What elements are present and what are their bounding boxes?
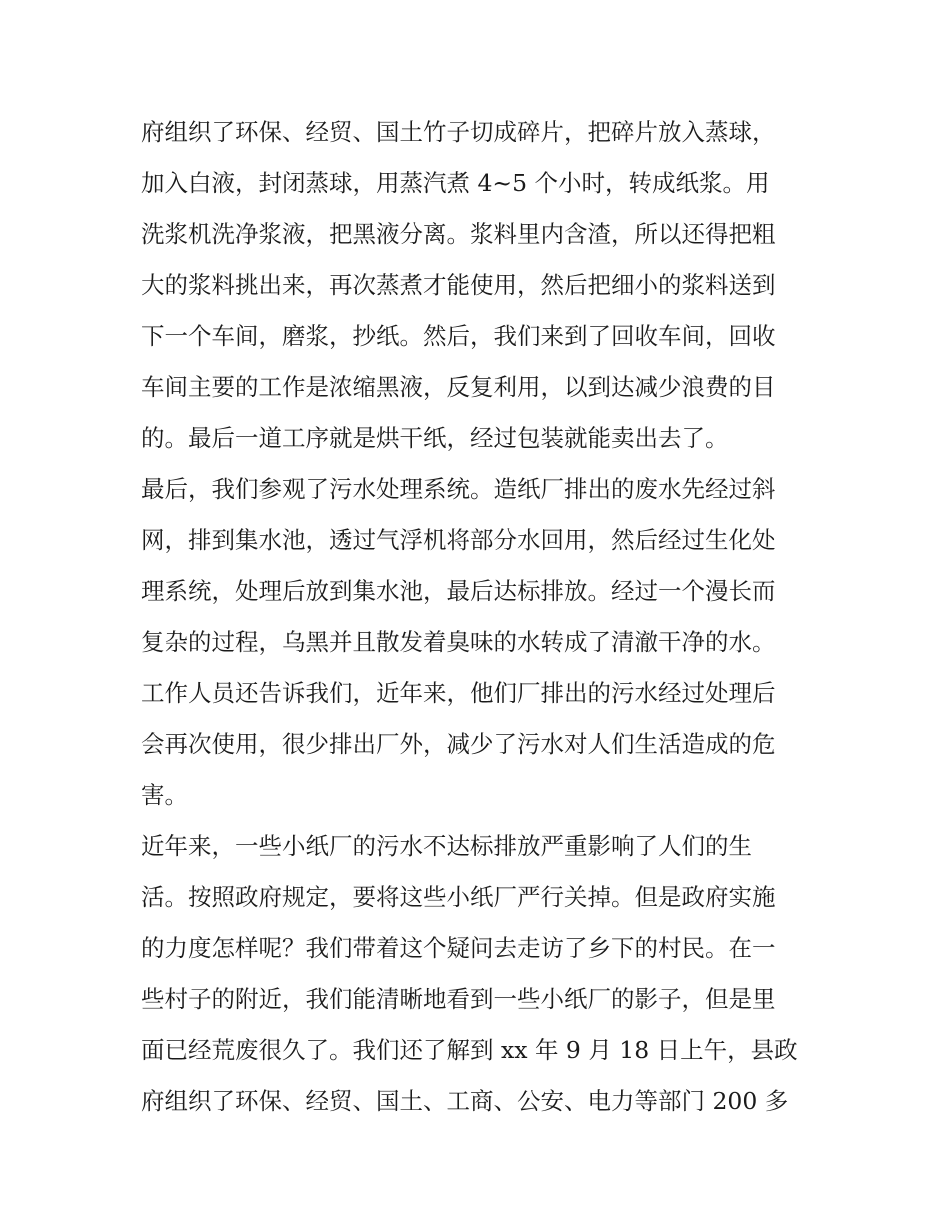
text-line-7: 的。最后一道工序就是烘干纸，经过包装就能卖出去了。 xyxy=(141,424,729,452)
text-line-4: 大的浆料挑出来，再次蒸煮才能使用，然后把细小的浆料送到 xyxy=(141,271,776,299)
text-line-3: 洗浆机洗净浆液，把黑液分离。浆料里内含渣，所以还得把粗 xyxy=(141,220,776,248)
text-line-20: 府组织了环保、经贸、国土、工商、公安、电力等部门 200 多 xyxy=(141,1087,789,1115)
text-line-16: 活。按照政府规定，要将这些小纸厂严行关掉。但是政府实施 xyxy=(141,883,776,911)
text-line-18: 些村子的附近，我们能清晰地看到一些小纸厂的影子，但是里 xyxy=(141,985,776,1013)
text-line-1: 府组织了环保、经贸、国土竹子切成碎片，把碎片放入蒸球， xyxy=(141,118,776,146)
text-line-8: 最后，我们参观了污水处理系统。造纸厂排出的废水先经过斜 xyxy=(141,475,776,503)
body-text xyxy=(141,107,821,1127)
text-line-19: 面已经荒废很久了。我们还了解到 xx 年 9 月 18 日上午，县政 xyxy=(141,1036,798,1064)
text-line-9: 网，排到集水池，透过气浮机将部分水回用，然后经过生化处 xyxy=(141,526,776,554)
text-line-15: 近年来，一些小纸厂的污水不达标排放严重影响了人们的生 xyxy=(141,832,752,860)
text-line-14: 害。 xyxy=(141,781,188,809)
text-line-11: 复杂的过程，乌黑并且散发着臭味的水转成了清澈干净的水。 xyxy=(141,628,776,656)
text-line-13: 会再次使用，很少排出厂外，减少了污水对人们生活造成的危 xyxy=(141,730,776,758)
text-line-10: 理系统，处理后放到集水池，最后达标排放。经过一个漫长而 xyxy=(141,577,776,605)
text-line-6: 车间主要的工作是浓缩黑液，反复利用，以到达减少浪费的目 xyxy=(141,373,776,401)
text-line-5: 下一个车间，磨浆，抄纸。然后，我们来到了回收车间，回收 xyxy=(141,322,776,350)
text-line-2: 加入白液，封闭蒸球，用蒸汽煮 4~5 个小时，转成纸浆。用 xyxy=(141,169,770,197)
text-line-12: 工作人员还告诉我们，近年来，他们厂排出的污水经过处理后 xyxy=(141,679,776,707)
text-line-17: 的力度怎样呢？我们带着这个疑问去走访了乡下的村民。在一 xyxy=(141,934,776,962)
